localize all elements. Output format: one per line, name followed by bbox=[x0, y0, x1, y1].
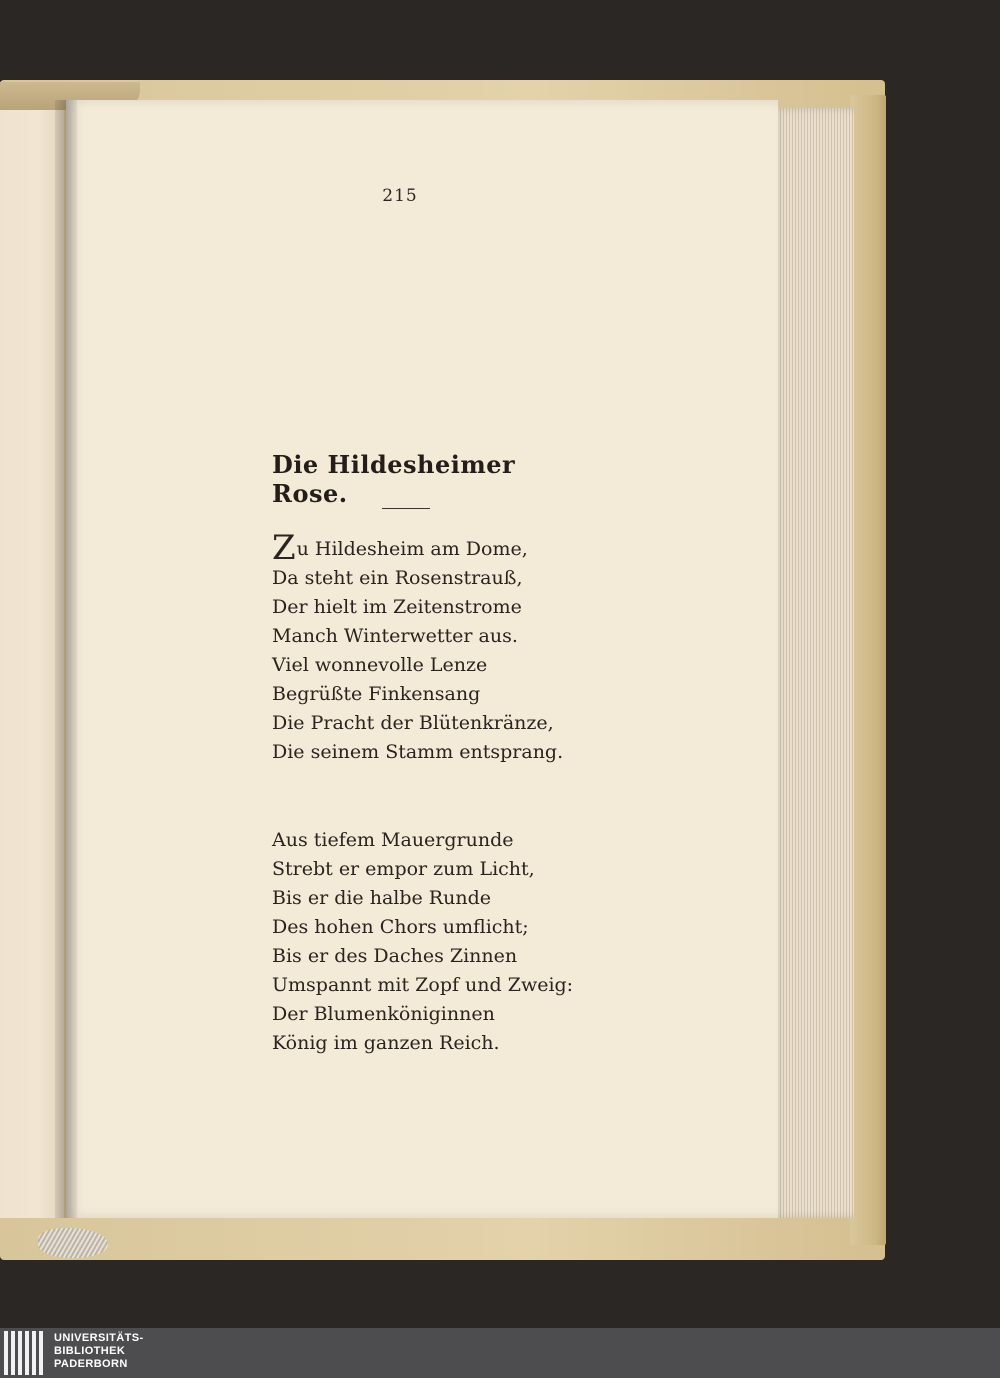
verse-line: Bis er des Daches Zinnen bbox=[272, 945, 518, 967]
verse-line: Der Blumenköniginnen bbox=[272, 1003, 495, 1025]
verse-line: Umspannt mit Zopf und Zweig: bbox=[272, 974, 574, 996]
verse-line: Die Pracht der Blütenkränze, bbox=[272, 712, 554, 734]
verse-line: Die seinem Stamm entsprang. bbox=[272, 741, 564, 763]
drop-cap: Z bbox=[272, 528, 296, 568]
bookmark-thread bbox=[38, 1228, 108, 1258]
page-number: 215 bbox=[382, 186, 418, 206]
verse-line: Aus tiefem Mauergrunde bbox=[272, 829, 514, 851]
verse-line: Des hohen Chors umflicht; bbox=[272, 916, 529, 938]
verse-line bbox=[272, 528, 632, 568]
logo-line: PADERBORN bbox=[54, 1358, 128, 1370]
stanza-1 bbox=[272, 528, 632, 767]
verse-line: Strebt er empor zum Licht, bbox=[272, 858, 535, 880]
page-block-edges bbox=[772, 108, 854, 1218]
verse-line: Bis er die halbe Runde bbox=[272, 887, 491, 909]
verse-line: Viel wonnevolle Lenze bbox=[272, 654, 488, 676]
verse-line: Der hielt im Zeitenstrome bbox=[272, 596, 522, 618]
gutter-shadow bbox=[55, 100, 77, 1218]
library-logo-text[interactable] bbox=[54, 1332, 144, 1371]
verse-line: Da steht ein Rosenstrauß, bbox=[272, 567, 523, 589]
title-divider bbox=[382, 508, 430, 509]
verse-line-text: u Hildesheim am Dome, bbox=[296, 538, 528, 560]
logo-line: BIBLIOTHEK bbox=[54, 1345, 126, 1357]
verse-line: Begrüßte Finkensang bbox=[272, 683, 481, 705]
stanza-2 bbox=[272, 826, 632, 1058]
cover-edge bbox=[850, 95, 886, 1245]
verse-line: König im ganzen Reich. bbox=[272, 1032, 500, 1054]
poem-title: Die Hildesheimer Rose. bbox=[272, 450, 516, 508]
library-logo-icon[interactable] bbox=[4, 1331, 48, 1375]
footer-bar bbox=[0, 1328, 1000, 1378]
verse-line: Manch Winterwetter aus. bbox=[272, 625, 518, 647]
logo-line: UNIVERSITÄTS- bbox=[54, 1332, 144, 1344]
